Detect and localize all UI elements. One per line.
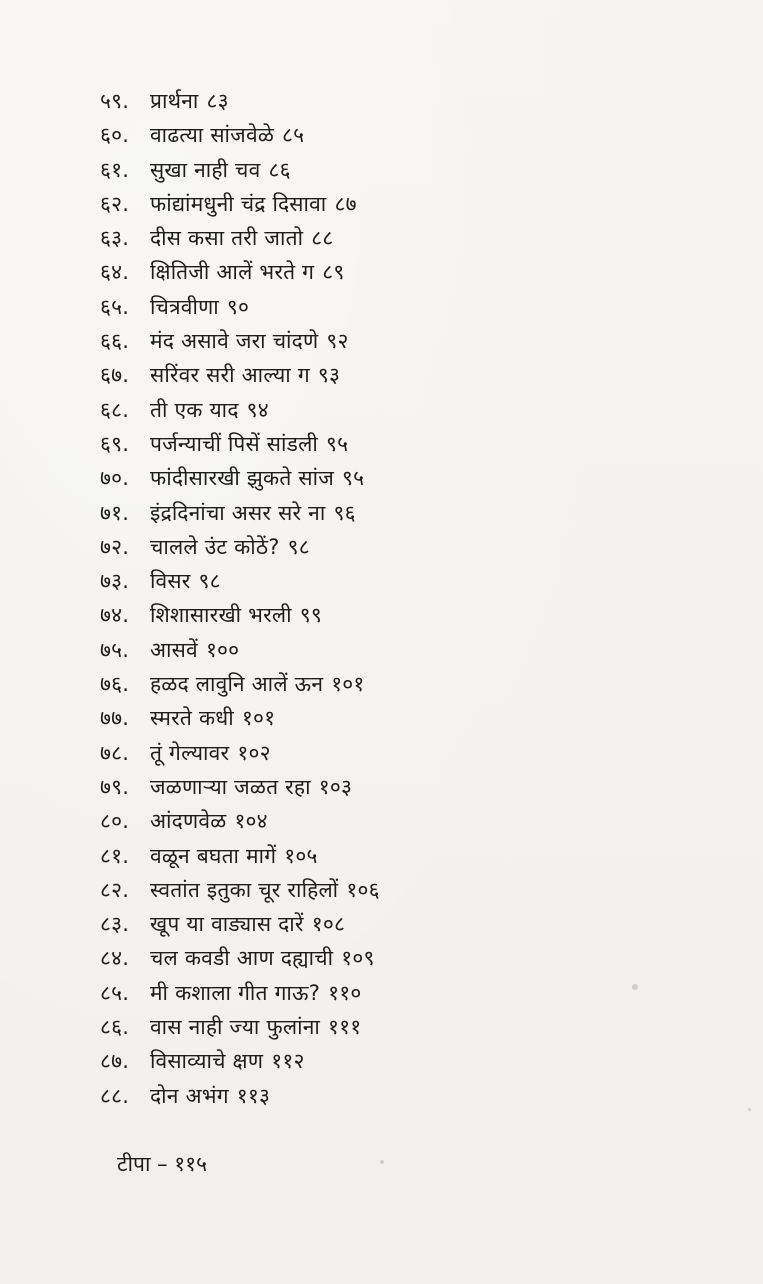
toc-entry (100, 1010, 700, 1044)
toc-entry-page-number: ८३ (206, 89, 229, 113)
toc-entry (100, 667, 700, 701)
toc-entry-title: हळद लावुनि आलें ऊन (150, 672, 324, 697)
toc-entry-number: ८४. (100, 946, 130, 971)
toc-entry-title: मी कशाला गीत गाऊ? (150, 980, 321, 1005)
toc-entry (100, 461, 700, 495)
toc-entry (100, 1044, 700, 1078)
toc-entry-number: ८१. (100, 843, 130, 868)
notes-separator: – (157, 1152, 168, 1176)
toc-entry (100, 873, 700, 907)
toc-entry (100, 701, 700, 735)
toc-entry-page-number: १११ (328, 1015, 362, 1040)
toc-entry-page-number: १०१ (331, 672, 365, 697)
toc-entry-number: ७७. (100, 706, 130, 731)
toc-entry-number: ७४. (100, 603, 130, 628)
toc-entry-title: वाढत्या सांजवेळे (150, 123, 274, 148)
paper-speck (748, 1108, 751, 1111)
toc-entry-page-number: ८९ (322, 260, 345, 285)
toc-entry-title: पर्जन्याचीं पिसें सांडली (150, 431, 318, 456)
toc-entry (100, 255, 700, 289)
toc-entry-page-number: ९२ (326, 329, 349, 354)
toc-entry-page-number: ११० (328, 980, 362, 1005)
toc-entry (100, 187, 700, 221)
toc-entry (100, 941, 700, 975)
toc-entry-title: विसाव्याचे क्षण (150, 1049, 264, 1074)
toc-entry (100, 976, 700, 1010)
toc-entry-number: ६३. (100, 226, 130, 251)
toc-entry-number: ७१. (100, 500, 130, 525)
toc-entry-number: ६२. (100, 191, 130, 216)
toc-entry-page-number: ९५ (342, 466, 365, 491)
toc-entry-title: फांदीसारखी झुकते सांज (150, 466, 335, 491)
toc-entry-title: सुखा नाही चव (150, 157, 261, 182)
toc-entry (100, 221, 700, 255)
toc-entry-title: वास नाही ज्या फुलांना (150, 1015, 321, 1040)
toc-entry (100, 496, 700, 530)
toc-entry-number: ७९. (100, 774, 130, 799)
toc-entry-page-number: १०४ (234, 809, 268, 834)
toc-entry-number: ८५. (100, 980, 130, 1005)
toc-entry-number: ६०. (100, 123, 130, 148)
toc-entry-page-number: ९८ (287, 534, 310, 559)
toc-entry-page-number: १०९ (341, 946, 375, 971)
paper-speck (380, 1160, 384, 1164)
toc-entry-page-number: १०२ (237, 740, 271, 765)
toc-entry-title: सरिंवर सरी आल्या ग (150, 363, 310, 388)
toc-entry-page-number: ८६ (268, 157, 291, 182)
notes-entry (117, 1147, 207, 1181)
toc-entry-title: खूप या वाड्यास दारें (150, 912, 304, 937)
toc-entry-number: ६५. (100, 294, 130, 319)
toc-entry-title: चित्रवीणा (150, 294, 219, 319)
toc-entry-number: ८६. (100, 1015, 130, 1040)
toc-entry-number: ८८. (100, 1083, 130, 1108)
toc-entry-page-number: ९९ (299, 603, 323, 628)
toc-entry-number: ७३. (100, 569, 130, 594)
toc-entry (100, 324, 700, 358)
toc-entry (100, 598, 700, 632)
toc-entry-title: आंदणवेळ (150, 809, 227, 834)
toc-entry (100, 358, 700, 392)
toc-entry-page-number: १०१ (241, 706, 276, 731)
toc-entry-title: दीस कसा तरी जातो (150, 226, 304, 251)
toc-entry-page-number: १०३ (318, 774, 353, 799)
toc-entry-title: स्मरते कधी (150, 706, 234, 731)
toc-entry-page-number: ९४ (246, 397, 269, 422)
toc-entry-number: ८३. (100, 912, 130, 937)
toc-entry (100, 839, 700, 873)
toc-entry (100, 290, 700, 324)
toc-entry-title: शिशासारखी भरली (150, 603, 292, 628)
toc-entry (100, 118, 700, 152)
toc-entry-title: वळून बघता मागें (150, 843, 277, 868)
toc-entry-page-number: १०० (205, 637, 240, 662)
toc-entry (100, 1079, 700, 1113)
toc-entry-title: स्वतांत इतुका चूर राहिलों (150, 877, 339, 902)
toc-entry-page-number: ११३ (236, 1083, 271, 1108)
notes-label: टीपा (117, 1152, 151, 1176)
toc-entry-page-number: ९५ (325, 431, 349, 456)
toc-entry-title: चालले उंट कोठें? (150, 534, 280, 559)
toc-entry-number: ६६. (100, 329, 130, 354)
toc-entry-number: ६७. (100, 363, 130, 388)
table-of-contents (100, 84, 700, 1113)
toc-entry-number: ८७. (100, 1049, 130, 1074)
toc-entry-page-number: ८८ (311, 226, 334, 251)
toc-entry-number: ६९. (100, 431, 130, 456)
toc-entry-page-number: ८५ (281, 123, 305, 148)
toc-entry-page-number: ९८ (198, 569, 221, 594)
toc-entry-title: दोन अभंग (150, 1083, 229, 1108)
toc-entry (100, 564, 700, 598)
notes-page-number: ११५ (174, 1152, 208, 1176)
toc-entry-page-number: ९३ (317, 363, 341, 388)
toc-entry (100, 153, 700, 187)
paper-speck (632, 984, 638, 990)
toc-entry (100, 84, 700, 118)
toc-entry-page-number: ११२ (271, 1049, 305, 1074)
toc-entry-title: फांद्यांमधुनी चंद्र दिसावा (150, 191, 327, 216)
toc-entry-number: ८०. (100, 809, 130, 834)
toc-entry-number: ७५. (100, 637, 130, 662)
toc-entry (100, 770, 700, 804)
toc-entry (100, 633, 700, 667)
toc-entry-title: चल कवडी आण दह्याची (150, 946, 334, 971)
toc-entry-number: ६४. (100, 260, 130, 285)
toc-entry-number: ७०. (100, 466, 130, 491)
toc-entry (100, 427, 700, 461)
toc-entry-title: तूं गेल्यावर (150, 740, 230, 765)
toc-entry (100, 907, 700, 941)
toc-entry-title: विसर (150, 569, 191, 594)
toc-entry-title: जळणाऱ्या जळत रहा (150, 774, 311, 799)
toc-entry-number: ५९. (100, 89, 130, 113)
toc-entry-page-number: ८७ (334, 191, 357, 216)
toc-entry-title: इंद्रदिनांचा असर सरे ना (150, 500, 326, 525)
toc-entry (100, 804, 700, 838)
toc-entry-number: ६१. (100, 157, 130, 182)
toc-entry-number: ७२. (100, 534, 130, 559)
toc-entry-page-number: १०५ (284, 843, 318, 868)
toc-entry-page-number: ९० (226, 294, 250, 319)
toc-entry-number: ७६. (100, 672, 130, 697)
toc-entry-title: प्रार्थना (150, 89, 199, 113)
toc-entry (100, 736, 700, 770)
toc-entry-title: आसवें (150, 637, 198, 662)
toc-entry-number: ६८. (100, 397, 130, 422)
toc-entry-page-number: १०८ (311, 912, 346, 937)
toc-entry (100, 393, 700, 427)
toc-entry-page-number: ९६ (333, 500, 356, 525)
toc-entry-number: ८२. (100, 877, 130, 902)
toc-entry-number: ७८. (100, 740, 130, 765)
toc-entry-title: क्षितिजी आलें भरते ग (150, 260, 315, 285)
toc-entry-page-number: १०६ (346, 877, 380, 902)
toc-entry-title: ती एक याद (150, 397, 239, 422)
toc-entry (100, 530, 700, 564)
toc-entry-title: मंद असावे जरा चांदणे (150, 329, 319, 354)
